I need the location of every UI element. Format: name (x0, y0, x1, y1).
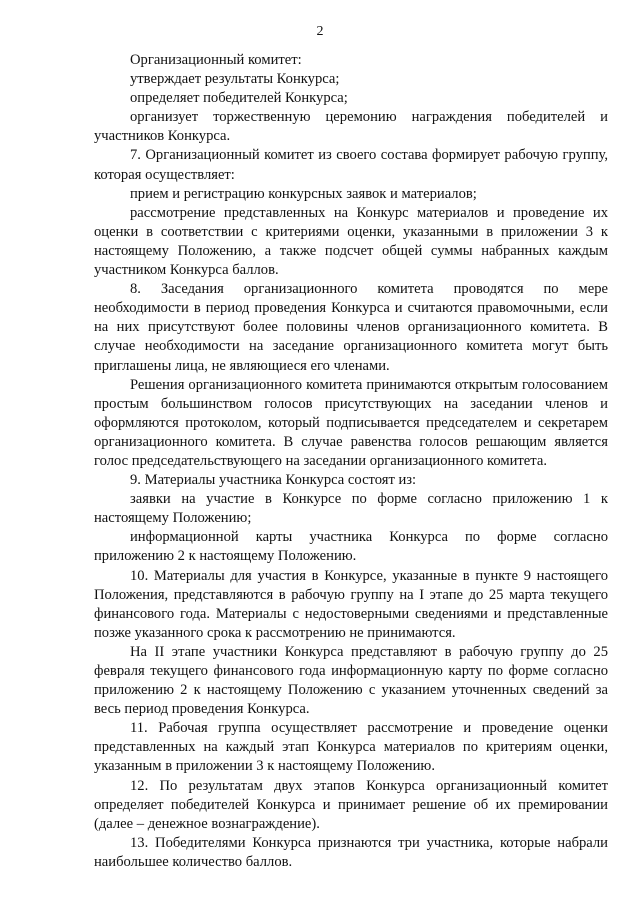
document-body (94, 51, 608, 872)
paragraph: утверждает результаты Конкурса; (130, 71, 340, 88)
paragraph: 13. Победителями Конкурса признаются три участника, которые набрали наибольшее количество баллов. (94, 834, 608, 870)
paragraph: 7. Организационный комитет из своего состава формирует рабочую группу, которая осуществляет: (94, 147, 608, 183)
paragraph: 10. Материалы для участия в Конкурсе, указанные в пункте 9 настоящего Положения, представляются в рабочую группу на I этапе до 25 марта текущего финансового года. Материалы с недостоверными сведениями и представленные позже указанного срока к рассмотрению не принимаются. (94, 567, 608, 641)
paragraph: заявки на участие в Конкурсе по форме согласно приложению 1 к настоящему Положению; (94, 491, 608, 527)
paragraph: Организационный комитет: (130, 52, 302, 68)
paragraph: 11. Рабочая группа осуществляет рассмотрение и проведение оценки представленных на каждый этап Конкурса материалов по критериям оценки, указанным в приложении 3 к настоящему Положению. (94, 720, 608, 775)
paragraph: На II этапе участники Конкурса представляют в рабочую группу до 25 февраля текущего финансового года информационную карту по форме согласно приложению 2 к настоящему Положению с указанием уточненных сведений за весь период проведения Конкурса. (94, 643, 608, 718)
page-number: 2 (316, 24, 324, 39)
paragraph: 8. Заседания организационного комитета проводятся по мере необходимости в период проведения Конкурса и считаются правомочными, если на них присутствуют более половины членов организационного комитета. В случае необходимости на заседание организационного комитета могут быть приглашены лица, не являющиеся его членами. (94, 281, 608, 374)
paragraph: рассмотрение представленных на Конкурс материалов и проведение их оценки в соответствии с критериями оценки, указанными в приложении 3 к настоящему Положению, а также подсчет общей суммы набранных каждым участником Конкурса баллов. (94, 204, 608, 279)
paragraph: определяет победителей Конкурса; (130, 90, 348, 107)
paragraph: информационной карты участника Конкурса по форме согласно приложению 2 к настоящему Положению. (94, 529, 608, 565)
paragraph: 12. По результатам двух этапов Конкурса организационный комитет определяет победителей Конкурса и принимает решение об их премировании (далее – денежное вознаграждение). (94, 777, 608, 832)
paragraph: прием и регистрацию конкурсных заявок и материалов; (130, 185, 477, 202)
paragraph: 9. Материалы участника Конкурса состоят из: (130, 472, 417, 489)
paragraph: Решения организационного комитета принимаются открытым голосованием простым большинством голосов присутствующих на заседании членов и оформляются протоколом, который подписывается председателем и секретарем организационного комитета. В случае равенства голосов решающим является голос председательствующего на заседании организационного комитета. (94, 376, 608, 469)
paragraph: организует торжественную церемонию награждения победителей и участников Конкурса. (94, 109, 608, 145)
